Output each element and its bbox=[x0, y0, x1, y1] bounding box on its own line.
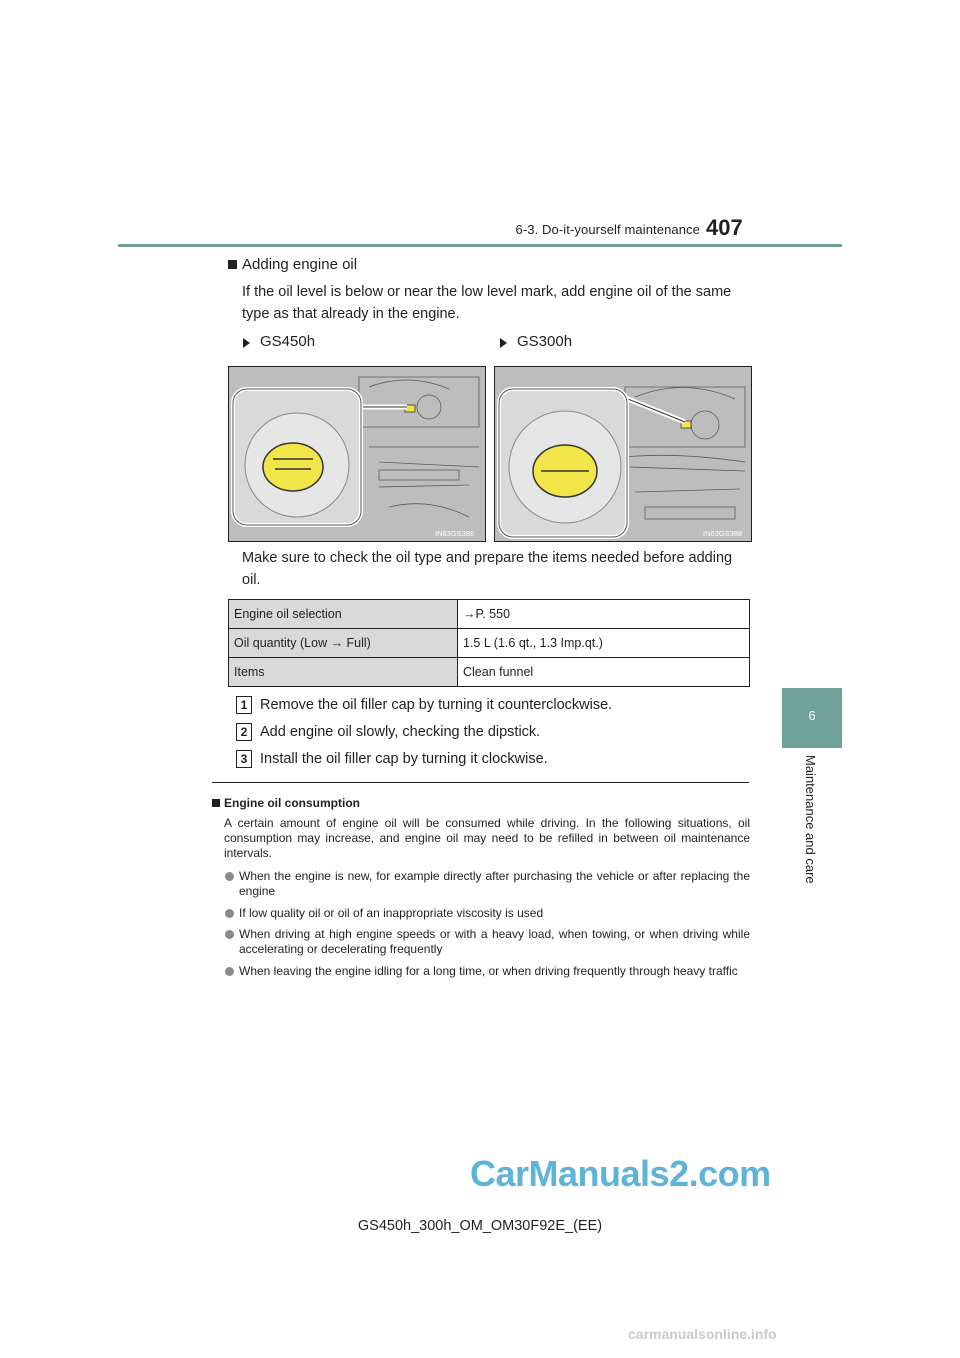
page-number: 407 bbox=[706, 215, 743, 240]
chapter-label bbox=[802, 755, 822, 905]
watermark-logo: CarManuals2.com bbox=[470, 1153, 771, 1194]
table-value: →P. 550 bbox=[458, 600, 750, 629]
image-code: IN63GS388 bbox=[703, 529, 743, 538]
engine-illustration-gs300h bbox=[494, 366, 752, 542]
note-bullet: If low quality oil or oil of an inappropriate viscosity is used bbox=[239, 906, 544, 920]
engine-drawing-icon bbox=[495, 367, 751, 541]
image-code: IN63GS386 bbox=[435, 529, 475, 538]
step-text: Remove the oil filler cap by turning it counterclockwise. bbox=[260, 697, 613, 713]
after-images-text: Make sure to check the oil type and prepare the items needed before adding oil. bbox=[242, 550, 733, 588]
triangle-bullet-icon bbox=[243, 338, 250, 348]
bullet-dot-icon bbox=[225, 967, 234, 976]
note-bullet: When driving at high engine speeds or with a heavy load, when towing, or when driving while accelerating or decelerating frequently bbox=[239, 927, 750, 956]
section-intro: If the oil level is below or near the low level mark, add engine oil of the same type as that already in the engine. bbox=[242, 284, 732, 322]
model-label-gs300h: GS300h bbox=[517, 333, 573, 350]
bullet-dot-icon bbox=[225, 909, 234, 918]
chapter-label-text: Maintenance and care bbox=[803, 755, 818, 884]
step-number: 3 bbox=[236, 750, 252, 768]
model-label-gs450h: GS450h bbox=[260, 333, 316, 350]
watermark-bottom: carmanualsonline.info bbox=[628, 1326, 777, 1342]
header-rule bbox=[118, 244, 842, 247]
chapter-number: 6 bbox=[808, 708, 816, 723]
table-value: 1.5 L (1.6 qt., 1.3 Imp.qt.) bbox=[458, 629, 750, 658]
table-key: Items bbox=[229, 658, 458, 687]
table-value: Clean funnel bbox=[458, 658, 750, 687]
note-bullet: When the engine is new, for example directly after purchasing the vehicle or after replacing the engine bbox=[239, 869, 750, 898]
note-divider bbox=[212, 782, 749, 783]
oil-info-table bbox=[228, 599, 750, 687]
step-number: 2 bbox=[236, 723, 252, 741]
triangle-bullet-icon bbox=[500, 338, 507, 348]
step-text: Add engine oil slowly, checking the dipstick. bbox=[260, 724, 541, 740]
note-body: A certain amount of engine oil will be consumed while driving. In the following situations, oil consumption may increase, and engine oil may need to be refilled in between oil maintenance intervals. bbox=[224, 816, 750, 860]
bullet-dot-icon bbox=[225, 930, 234, 939]
note-bullet: When leaving the engine idling for a long time, or when driving frequently through heavy traffic bbox=[239, 964, 738, 978]
bullet-dot-icon bbox=[225, 872, 234, 881]
section-title: Adding engine oil bbox=[242, 256, 358, 273]
table-key: Oil quantity (Low → Full) bbox=[229, 629, 458, 658]
section-square-icon bbox=[228, 260, 237, 269]
step-text: Install the oil filler cap by turning it clockwise. bbox=[260, 751, 548, 767]
table-row bbox=[229, 600, 750, 629]
table-key: Engine oil selection bbox=[229, 600, 458, 629]
engine-drawing-icon bbox=[229, 367, 485, 541]
table-row bbox=[229, 658, 750, 687]
document-code: GS450h_300h_OM_OM30F92E_(EE) bbox=[357, 1218, 603, 1234]
note-title: Engine oil consumption bbox=[224, 796, 360, 810]
engine-illustration-gs450h bbox=[228, 366, 486, 542]
step-number: 1 bbox=[236, 696, 252, 714]
table-row bbox=[229, 629, 750, 658]
note-square-icon bbox=[212, 799, 220, 807]
section-header: 6-3. Do-it-yourself maintenance bbox=[515, 222, 700, 237]
